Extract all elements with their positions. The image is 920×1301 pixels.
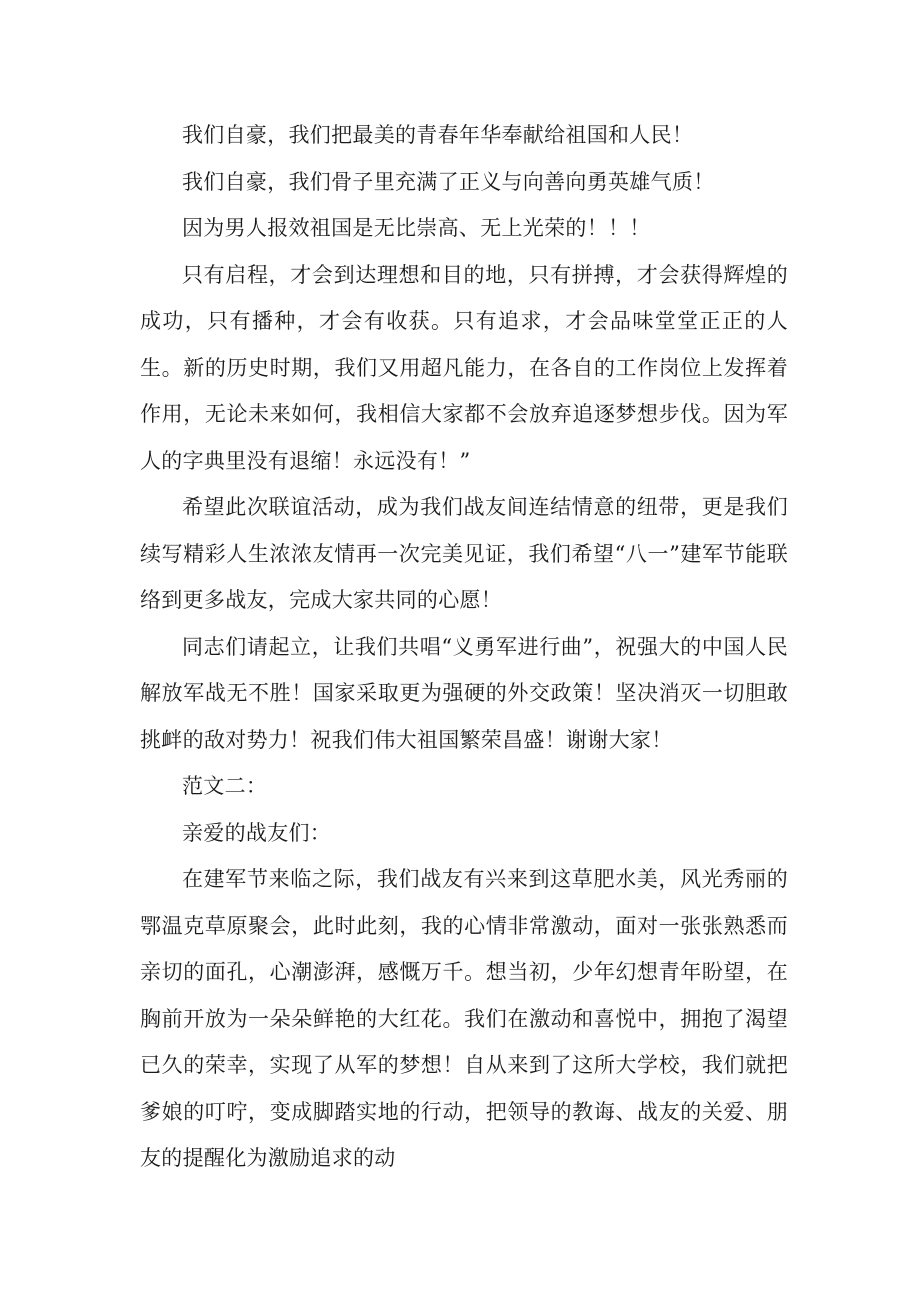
paragraph-serve-country: 因为男人报效祖国是无比崇高、无上光荣的！！！ <box>182 216 651 240</box>
paragraph-anthem: 同志们请起立，让我们共唱“义勇军进行曲”，祝强大的中国人民解放军战无不胜！国家采取更为强硬的外交政策！坚决消灭一切胆敢挑衅的敌对势力！祝我们伟大祖国繁荣昌盛！谢谢大家！ <box>140 634 788 752</box>
paragraph-dreams: 只有启程，才会到达理想和目的地，只有拼搏，才会获得辉煌的成功，只有播种，才会有收获。只有追求，才会品味堂堂正正的人生。新的历史时期，我们又用超凡能力，在各自的工作岗位上发挥着作用，无论未来如何，我相信大家都不会放弃追逐梦想步伐。因为军人的字典里没有退缩！永远没有！” <box>140 262 788 473</box>
section-heading-sample-two: 范文二： <box>182 774 268 798</box>
salutation: 亲爱的战友们： <box>182 820 332 845</box>
paragraph-army-day-gathering: 在建军节来临之际，我们战友有兴来到这草肥水美，风光秀丽的鄂温克草原聚会，此时此刻，我的心情非常激动，面对一张张熟悉而亲切的面孔，心潮澎湃，感慨万千。想当初，少年幻想青年盼望，在胸前开放为一朵朵鲜艳的大红花。我们在激动和喜悦中，拥抱了渴望已久的荣幸，实现了从军的梦想！自从来到了这所大学校，我们就把爹娘的叮咛，变成脚踏实地的行动，把领导的教诲、战友的关爱、朋友的提醒化为激励追求的动 <box>140 867 788 1170</box>
paragraph-reunion-hope: 希望此次联谊活动，成为我们战友间连结情意的纽带，更是我们续写精彩人生浓浓友情再一次完美见证，我们希望“八一”建军节能联络到更多战友，完成大家共同的心愿！ <box>140 495 788 612</box>
paragraph-pride-youth: 我们自豪，我们把最美的青春年华奉献给祖国和人民！ <box>182 123 694 147</box>
paragraph-pride-heroism: 我们自豪，我们骨子里充满了正义与向善向勇英雄气质！ <box>182 169 715 194</box>
document-body <box>140 112 788 1182</box>
